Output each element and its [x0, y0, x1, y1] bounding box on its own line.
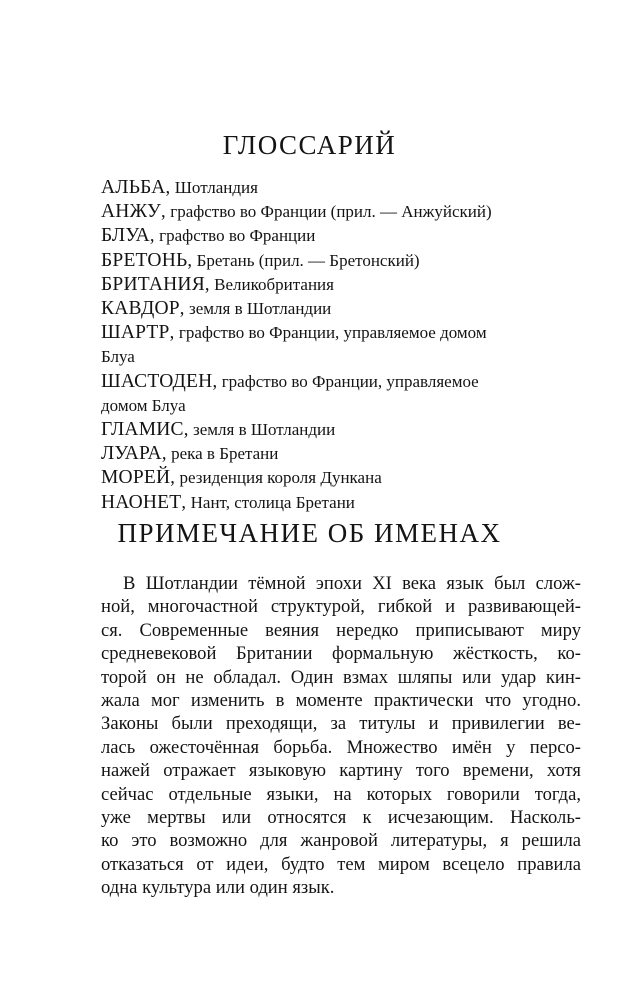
- glossary-term: ГЛАМИС: [101, 419, 184, 441]
- glossary-term: ЛУАРА: [101, 443, 162, 465]
- glossary-definition-continuation: домом Блуа: [101, 395, 186, 415]
- glossary-definition: земля в Шотландии: [193, 420, 336, 440]
- glossary-term: МОРЕЙ: [101, 467, 171, 489]
- glossary-entry: МОРЕЙ, резиденция короля Дункана: [101, 467, 382, 489]
- paragraph-line: Законы были преходящи, за титулы и привилегии ве-: [101, 713, 581, 735]
- glossary-entry: БРЕТОНЬ, Бретань (прил. — Бретонский): [101, 249, 420, 271]
- glossary-entry: АЛЬБА, Шотландия: [101, 177, 258, 198]
- glossary-term: АЛЬБА: [101, 177, 166, 198]
- glossary-definition: Шотландия: [174, 178, 258, 197]
- paragraph-line: ной, многочастной структурой, гибкой и развивающей-: [101, 596, 581, 618]
- glossary-entry: БЛУА, графство во Франции: [101, 225, 316, 247]
- paragraph-line: уже мертвы или относятся к исчезающим. Насколь-: [101, 807, 581, 829]
- glossary-definition: река в Бретани: [171, 444, 279, 464]
- names-note-heading: ПРИМЕЧАНИЕ ОБ ИМЕНАХ: [117, 518, 502, 548]
- glossary-heading: ГЛОССАРИЙ: [222, 130, 397, 160]
- glossary-definition: резиденция короля Дункана: [179, 468, 382, 488]
- glossary-term: БРИТАНИЯ: [101, 273, 205, 295]
- paragraph-line: лась ожесточённая борьба. Множество имён у персо-: [101, 736, 581, 758]
- glossary-term: НАОНЕТ: [101, 491, 182, 513]
- glossary-definition-continuation: Блуа: [101, 347, 135, 367]
- paragraph-line: торой он не обладал. Один взмах шляпы или удар кин-: [101, 666, 581, 688]
- glossary-term: БЛУА: [101, 225, 150, 247]
- glossary-entry: ЛУАРА, река в Бретани: [101, 443, 279, 465]
- glossary-entry: ШАСТОДЕН, графство во Франции, управляемое домом Блуа: [101, 370, 479, 415]
- glossary-entry: АНЖУ, графство во Франции (прил. — Анжуйский): [101, 201, 492, 223]
- glossary-entry: КАВДОР, земля в Шотландии: [101, 298, 332, 320]
- glossary-term: АНЖУ: [101, 201, 161, 223]
- glossary-entry: БРИТАНИЯ, Великобритания: [101, 273, 334, 295]
- paragraph-line: ко это возможно для жанровой литературы, я решила: [101, 830, 581, 852]
- glossary-definition: графство во Франции (прил. — Анжуйский): [170, 202, 492, 222]
- glossary-definition: Великобритания: [214, 274, 334, 294]
- glossary-definition: графство во Франции: [159, 226, 316, 246]
- paragraph-line: В Шотландии тёмной эпохи XI века язык был слож-: [123, 573, 581, 594]
- glossary-list: [101, 176, 571, 515]
- glossary-definition: земля в Шотландии: [189, 299, 332, 319]
- glossary-definition: графство во Франции, управляемое домом: [178, 323, 487, 343]
- glossary-entry: ГЛАМИС, земля в Шотландии: [101, 419, 336, 441]
- names-note-paragraph: [101, 572, 581, 900]
- glossary-definition: Нант, столица Бретани: [190, 492, 355, 512]
- paragraph-line: нажей отражает языковую картину того времени, хотя: [101, 760, 581, 782]
- glossary-term: ШАРТР: [101, 322, 170, 344]
- paragraph-line: ся. Современные веяния нередко приписывают миру: [101, 619, 581, 641]
- glossary-term: БРЕТОНЬ: [101, 249, 188, 271]
- paragraph-line: средневековой Британии формальную жёсткость, ко-: [101, 643, 581, 665]
- paragraph-line: одна культура или один язык.: [101, 877, 335, 899]
- glossary-entry: НАОНЕТ, Нант, столица Бретани: [101, 491, 355, 513]
- glossary-term: ШАСТОДЕН: [101, 370, 213, 392]
- glossary-definition: графство во Франции, управляемое: [221, 371, 479, 391]
- glossary-entry: ШАРТР, графство во Франции, управляемое домом Блуа: [101, 322, 487, 367]
- glossary-definition: Бретань (прил. — Бретонский): [196, 250, 420, 270]
- paragraph-line: отказаться от идеи, будто тем миром всецело правила: [101, 853, 581, 875]
- paragraph-line: жала мог изменить в моменте практически что угодно.: [101, 690, 581, 712]
- glossary-term: КАВДОР: [101, 298, 180, 320]
- paragraph-line: сейчас отдельные языки, на которых говорили тогда,: [101, 783, 581, 805]
